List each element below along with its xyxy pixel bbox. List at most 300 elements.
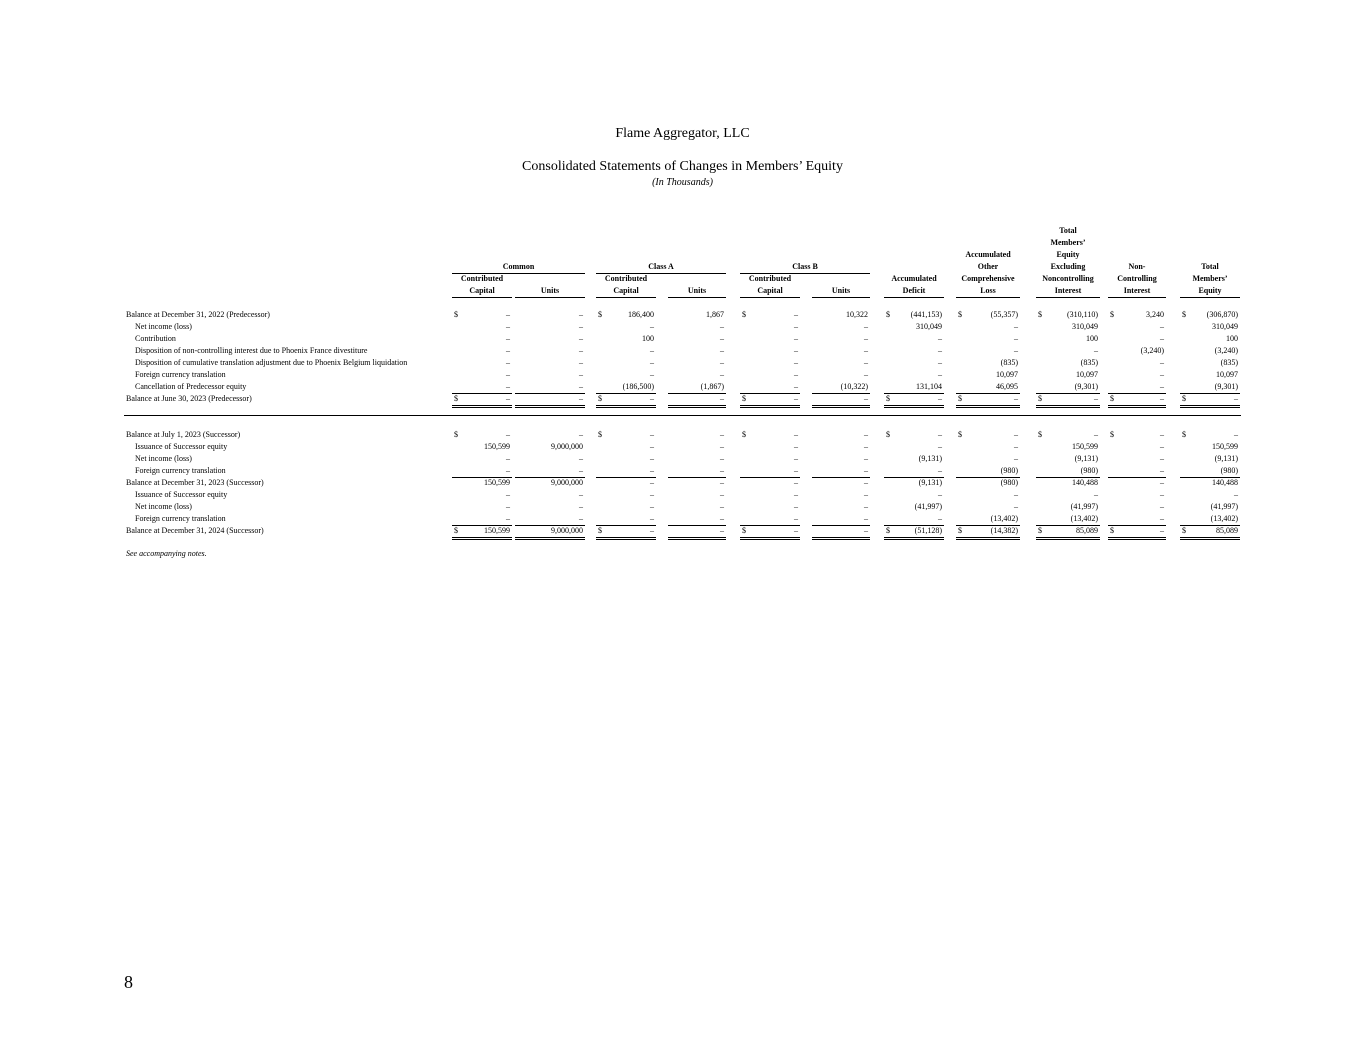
row-label: Cancellation of Predecessor equity xyxy=(135,382,247,391)
table-cell xyxy=(668,345,726,357)
cell-value: – xyxy=(794,358,798,367)
table-cell xyxy=(1036,501,1100,513)
cell-value: – xyxy=(1014,442,1018,451)
currency-symbol: $ xyxy=(742,310,746,319)
row-label: Disposition of cumulative translation adjustment due to Phoenix Belgium liquidation xyxy=(135,358,408,367)
row-label: Issuance of Successor equity xyxy=(135,442,228,451)
table-cell xyxy=(668,477,726,489)
table-cell xyxy=(740,525,800,540)
cell-value: (10,322) xyxy=(840,382,868,391)
cell-value: – xyxy=(864,466,868,475)
table-cell xyxy=(515,333,585,345)
table-cell xyxy=(1108,393,1166,408)
table-cell xyxy=(1180,525,1240,540)
cell-value: 85,089 xyxy=(1216,526,1238,535)
cell-value: 140,488 xyxy=(1212,478,1238,487)
currency-symbol: $ xyxy=(1038,310,1042,319)
table-cell xyxy=(668,501,726,513)
cell-value: – xyxy=(506,370,510,379)
table-cell xyxy=(452,369,512,381)
column-header-line: Capital xyxy=(452,285,512,298)
table-cell xyxy=(740,333,800,345)
cell-value: – xyxy=(1160,526,1164,535)
table-cell xyxy=(515,309,585,321)
cell-value: – xyxy=(720,490,724,499)
table-cell xyxy=(1108,501,1166,513)
cell-value: – xyxy=(506,346,510,355)
cell-value: – xyxy=(938,334,942,343)
cell-value: (980) xyxy=(1080,466,1098,475)
table-cell xyxy=(740,357,800,369)
cell-value: – xyxy=(579,430,583,439)
cell-value: – xyxy=(1160,370,1164,379)
cell-value: – xyxy=(720,346,724,355)
table-cell xyxy=(515,357,585,369)
cell-value: 150,599 xyxy=(484,442,510,451)
table-cell xyxy=(452,357,512,369)
table-cell xyxy=(1180,453,1240,465)
table-cell xyxy=(956,525,1020,540)
cell-value: – xyxy=(794,322,798,331)
table-cell xyxy=(740,345,800,357)
cell-value: – xyxy=(794,370,798,379)
currency-symbol: $ xyxy=(598,310,602,319)
table-cell xyxy=(452,489,512,501)
cell-value: – xyxy=(794,310,798,319)
table-cell xyxy=(596,477,656,489)
currency-symbol: $ xyxy=(886,430,890,439)
table-cell xyxy=(1036,441,1100,453)
cell-value: – xyxy=(579,322,583,331)
column-header-line: Controlling xyxy=(1117,274,1157,283)
table-cell xyxy=(596,321,656,333)
cell-value: – xyxy=(864,394,868,403)
cell-value: – xyxy=(1160,466,1164,475)
cell-value: (9,301) xyxy=(1214,382,1238,391)
row-label: Balance at December 31, 2024 (Successor) xyxy=(126,526,264,535)
table-cell xyxy=(956,369,1020,381)
cell-value: (3,240) xyxy=(1214,346,1238,355)
currency-symbol: $ xyxy=(958,394,962,403)
cell-value: – xyxy=(650,430,654,439)
table-cell xyxy=(1108,369,1166,381)
cell-value: – xyxy=(1160,358,1164,367)
cell-value: – xyxy=(506,322,510,331)
currency-symbol: $ xyxy=(742,526,746,535)
currency-symbol: $ xyxy=(454,430,458,439)
cell-value: 150,599 xyxy=(1212,442,1238,451)
cell-value: 131,104 xyxy=(916,382,942,391)
column-header-line: Units xyxy=(668,285,726,298)
cell-value: – xyxy=(579,394,583,403)
table-cell xyxy=(668,357,726,369)
table-cell xyxy=(596,525,656,540)
currency-symbol: $ xyxy=(1110,310,1114,319)
table-cell xyxy=(812,369,870,381)
cell-value: (51,128) xyxy=(914,526,942,535)
cell-value: – xyxy=(1160,502,1164,511)
table-cell xyxy=(956,333,1020,345)
table-cell xyxy=(1108,309,1166,321)
table-cell xyxy=(956,321,1020,333)
cell-value: (41,997) xyxy=(1210,502,1238,511)
currency-symbol: $ xyxy=(1038,394,1042,403)
cell-value: – xyxy=(720,502,724,511)
column-header-line: Loss xyxy=(956,285,1020,298)
table-cell xyxy=(812,345,870,357)
cell-value: – xyxy=(864,370,868,379)
cell-value: – xyxy=(579,490,583,499)
table-cell xyxy=(452,525,512,540)
table-cell xyxy=(668,321,726,333)
cell-value: – xyxy=(1234,394,1238,403)
table-cell xyxy=(515,429,585,441)
column-header-line: Other xyxy=(977,262,999,271)
table-cell xyxy=(884,525,944,540)
cell-value: – xyxy=(794,454,798,463)
table-cell xyxy=(452,501,512,513)
cell-value: 310,049 xyxy=(1072,322,1098,331)
table-cell xyxy=(812,309,870,321)
cell-value: – xyxy=(720,322,724,331)
column-header-line: Capital xyxy=(740,285,800,298)
table-cell xyxy=(956,453,1020,465)
column-header-line: Units xyxy=(515,285,585,298)
cell-value: – xyxy=(579,466,583,475)
cell-value: – xyxy=(794,430,798,439)
table-cell xyxy=(452,477,512,489)
cell-value: – xyxy=(506,514,510,523)
column-header-line: Units xyxy=(812,285,870,298)
cell-value: – xyxy=(1160,430,1164,439)
table-cell xyxy=(1108,333,1166,345)
cell-value: – xyxy=(650,322,654,331)
table-cell xyxy=(812,477,870,489)
table-cell xyxy=(596,453,656,465)
cell-value: – xyxy=(938,370,942,379)
currency-symbol: $ xyxy=(454,526,458,535)
table-cell xyxy=(1108,441,1166,453)
cell-value: (55,357) xyxy=(990,310,1018,319)
table-cell xyxy=(1180,441,1240,453)
cell-value: – xyxy=(794,466,798,475)
statement-subtitle: (In Thousands) xyxy=(652,177,713,188)
table-cell xyxy=(812,429,870,441)
table-cell xyxy=(812,321,870,333)
cell-value: – xyxy=(720,514,724,523)
cell-value: – xyxy=(794,514,798,523)
table-cell xyxy=(1180,345,1240,357)
cell-value: – xyxy=(506,334,510,343)
cell-value: – xyxy=(1160,394,1164,403)
cell-value: 9,000,000 xyxy=(551,442,583,451)
cell-value: 3,240 xyxy=(1146,310,1164,319)
cell-value: – xyxy=(506,394,510,403)
table-cell xyxy=(1108,357,1166,369)
column-header-line: Equity xyxy=(1180,285,1240,298)
column-header-line: Total xyxy=(1059,226,1077,235)
company-name: Flame Aggregator, LLC xyxy=(615,126,750,141)
cell-value: – xyxy=(1094,490,1098,499)
row-label: Issuance of Successor equity xyxy=(135,490,228,499)
row-label: Contribution xyxy=(135,334,176,343)
table-cell xyxy=(668,333,726,345)
table-cell xyxy=(596,501,656,513)
table-cell xyxy=(812,333,870,345)
column-header-line: Deficit xyxy=(884,285,944,298)
table-cell xyxy=(596,345,656,357)
cell-value: – xyxy=(720,430,724,439)
column-header-line: Contributed xyxy=(748,274,792,283)
period-separator xyxy=(124,415,1241,416)
table-cell xyxy=(452,345,512,357)
cell-value: – xyxy=(1014,394,1018,403)
cell-value: (41,997) xyxy=(1070,502,1098,511)
table-cell xyxy=(884,429,944,441)
cell-value: – xyxy=(720,466,724,475)
cell-value: – xyxy=(794,502,798,511)
table-cell xyxy=(1036,453,1100,465)
cell-value: – xyxy=(794,394,798,403)
table-cell xyxy=(1180,321,1240,333)
table-cell xyxy=(740,309,800,321)
cell-value: – xyxy=(794,478,798,487)
currency-symbol: $ xyxy=(598,526,602,535)
table-cell xyxy=(668,309,726,321)
cell-value: 10,097 xyxy=(996,370,1018,379)
cell-value: 100 xyxy=(1086,334,1098,343)
table-cell xyxy=(956,501,1020,513)
cell-value: 10,097 xyxy=(1216,370,1238,379)
table-cell xyxy=(884,489,944,501)
cell-value: – xyxy=(938,442,942,451)
table-cell xyxy=(884,321,944,333)
cell-value: 1,867 xyxy=(706,310,724,319)
currency-symbol: $ xyxy=(1182,394,1186,403)
table-cell xyxy=(956,477,1020,489)
table-cell xyxy=(812,393,870,408)
cell-value: – xyxy=(794,346,798,355)
table-cell xyxy=(740,369,800,381)
table-cell xyxy=(812,453,870,465)
table-cell xyxy=(1180,477,1240,489)
cell-value: – xyxy=(506,310,510,319)
cell-value: – xyxy=(720,454,724,463)
cell-value: (13,402) xyxy=(990,514,1018,523)
cell-value: – xyxy=(1014,454,1018,463)
table-cell xyxy=(884,369,944,381)
cell-value: – xyxy=(1014,502,1018,511)
column-header-line: Total xyxy=(1201,262,1219,271)
table-cell xyxy=(1180,429,1240,441)
cell-value: (13,402) xyxy=(1210,514,1238,523)
table-cell xyxy=(515,369,585,381)
column-header-line: Equity xyxy=(1056,250,1080,259)
cell-value: – xyxy=(1014,346,1018,355)
table-cell xyxy=(956,429,1020,441)
cell-value: – xyxy=(1160,442,1164,451)
cell-value: (3,240) xyxy=(1140,346,1164,355)
table-cell xyxy=(812,501,870,513)
table-cell xyxy=(956,489,1020,501)
table-cell xyxy=(884,501,944,513)
cell-value: 100 xyxy=(642,334,654,343)
cell-value: – xyxy=(938,514,942,523)
table-cell xyxy=(740,489,800,501)
column-header-line: Capital xyxy=(596,285,656,298)
cell-value: – xyxy=(1160,490,1164,499)
table-cell xyxy=(596,489,656,501)
cell-value: – xyxy=(1014,430,1018,439)
group-header: Class A xyxy=(596,261,726,274)
cell-value: – xyxy=(864,322,868,331)
table-cell xyxy=(1036,357,1100,369)
cell-value: 9,000,000 xyxy=(551,478,583,487)
cell-value: (13,402) xyxy=(1070,514,1098,523)
table-cell xyxy=(956,345,1020,357)
cell-value: – xyxy=(1014,334,1018,343)
cell-value: 310,049 xyxy=(1212,322,1238,331)
table-cell xyxy=(596,429,656,441)
table-cell xyxy=(668,441,726,453)
table-cell xyxy=(1036,429,1100,441)
table-cell xyxy=(452,429,512,441)
table-cell xyxy=(812,357,870,369)
cell-value: – xyxy=(720,478,724,487)
table-cell xyxy=(515,477,585,489)
cell-value: – xyxy=(794,526,798,535)
cell-value: (980) xyxy=(1000,466,1018,475)
table-cell xyxy=(740,429,800,441)
page-number: 8 xyxy=(124,972,133,992)
table-cell xyxy=(812,525,870,540)
cell-value: – xyxy=(864,502,868,511)
cell-value: (306,870) xyxy=(1206,310,1238,319)
cell-value: (9,301) xyxy=(1074,382,1098,391)
table-cell xyxy=(884,453,944,465)
table-cell xyxy=(668,369,726,381)
table-cell xyxy=(596,393,656,408)
table-cell xyxy=(740,477,800,489)
table-cell xyxy=(884,357,944,369)
cell-value: – xyxy=(579,334,583,343)
cell-value: – xyxy=(938,490,942,499)
cell-value: (835) xyxy=(1000,358,1018,367)
cell-value: – xyxy=(506,466,510,475)
table-cell xyxy=(1036,393,1100,408)
column-header-line: Interest xyxy=(1036,285,1100,298)
table-cell xyxy=(452,453,512,465)
table-cell xyxy=(515,489,585,501)
row-label: Foreign currency translation xyxy=(135,466,226,475)
currency-symbol: $ xyxy=(1182,526,1186,535)
table-cell xyxy=(596,333,656,345)
cell-value: – xyxy=(1234,430,1238,439)
table-cell xyxy=(515,453,585,465)
table-cell xyxy=(596,441,656,453)
cell-value: – xyxy=(938,394,942,403)
column-header-line: Accumulated xyxy=(965,250,1011,259)
cell-value: – xyxy=(864,454,868,463)
table-cell xyxy=(452,393,512,408)
cell-value: (1,867) xyxy=(700,382,724,391)
currency-symbol: $ xyxy=(742,430,746,439)
cell-value: 10,097 xyxy=(1076,370,1098,379)
cell-value: – xyxy=(794,334,798,343)
cell-value: 46,095 xyxy=(996,382,1018,391)
table-cell xyxy=(740,453,800,465)
cell-value: – xyxy=(650,454,654,463)
cell-value: – xyxy=(650,346,654,355)
currency-symbol: $ xyxy=(454,310,458,319)
statement-title: Consolidated Statements of Changes in Members’ Equity xyxy=(522,159,843,174)
table-cell xyxy=(515,393,585,408)
table-cell xyxy=(740,321,800,333)
table-cell xyxy=(1180,501,1240,513)
cell-value: – xyxy=(794,442,798,451)
row-label: Balance at December 31, 2023 (Successor) xyxy=(126,478,264,487)
table-cell xyxy=(1036,309,1100,321)
table-cell xyxy=(515,345,585,357)
cell-value: – xyxy=(864,334,868,343)
cell-value: – xyxy=(864,442,868,451)
table-cell xyxy=(1108,345,1166,357)
cell-value: – xyxy=(579,346,583,355)
row-label: Net income (loss) xyxy=(135,502,192,511)
cell-value: – xyxy=(650,502,654,511)
cell-value: (980) xyxy=(1000,478,1018,487)
currency-symbol: $ xyxy=(958,526,962,535)
cell-value: (9,131) xyxy=(918,478,942,487)
cell-value: – xyxy=(650,466,654,475)
table-cell xyxy=(740,501,800,513)
currency-symbol: $ xyxy=(742,394,746,403)
row-label: Net income (loss) xyxy=(135,322,192,331)
cell-value: – xyxy=(720,370,724,379)
currency-symbol: $ xyxy=(1110,526,1114,535)
cell-value: – xyxy=(1094,430,1098,439)
cell-value: – xyxy=(1160,382,1164,391)
cell-value: – xyxy=(579,514,583,523)
cell-value: – xyxy=(1014,322,1018,331)
table-cell xyxy=(515,525,585,540)
accompanying-notes: See accompanying notes. xyxy=(126,549,207,558)
currency-symbol: $ xyxy=(886,394,890,403)
currency-symbol: $ xyxy=(958,430,962,439)
cell-value: – xyxy=(720,358,724,367)
row-label: Balance at December 31, 2022 (Predecessor) xyxy=(126,310,270,319)
cell-value: 150,599 xyxy=(484,526,510,535)
cell-value: – xyxy=(1160,334,1164,343)
table-cell xyxy=(884,309,944,321)
table-cell xyxy=(668,489,726,501)
cell-value: 10,322 xyxy=(846,310,868,319)
cell-value: – xyxy=(864,346,868,355)
cell-value: (9,131) xyxy=(1214,454,1238,463)
cell-value: – xyxy=(506,382,510,391)
cell-value: – xyxy=(864,358,868,367)
column-header-line: Interest xyxy=(1108,285,1166,298)
cell-value: – xyxy=(1094,346,1098,355)
column-header-line: Non- xyxy=(1128,262,1146,271)
column-header-line: Members’ xyxy=(1050,238,1086,247)
table-cell xyxy=(1108,477,1166,489)
cell-value: (835) xyxy=(1220,358,1238,367)
column-header-line: Contributed xyxy=(604,274,648,283)
table-cell xyxy=(668,453,726,465)
table-cell xyxy=(956,309,1020,321)
table-cell xyxy=(1036,477,1100,489)
